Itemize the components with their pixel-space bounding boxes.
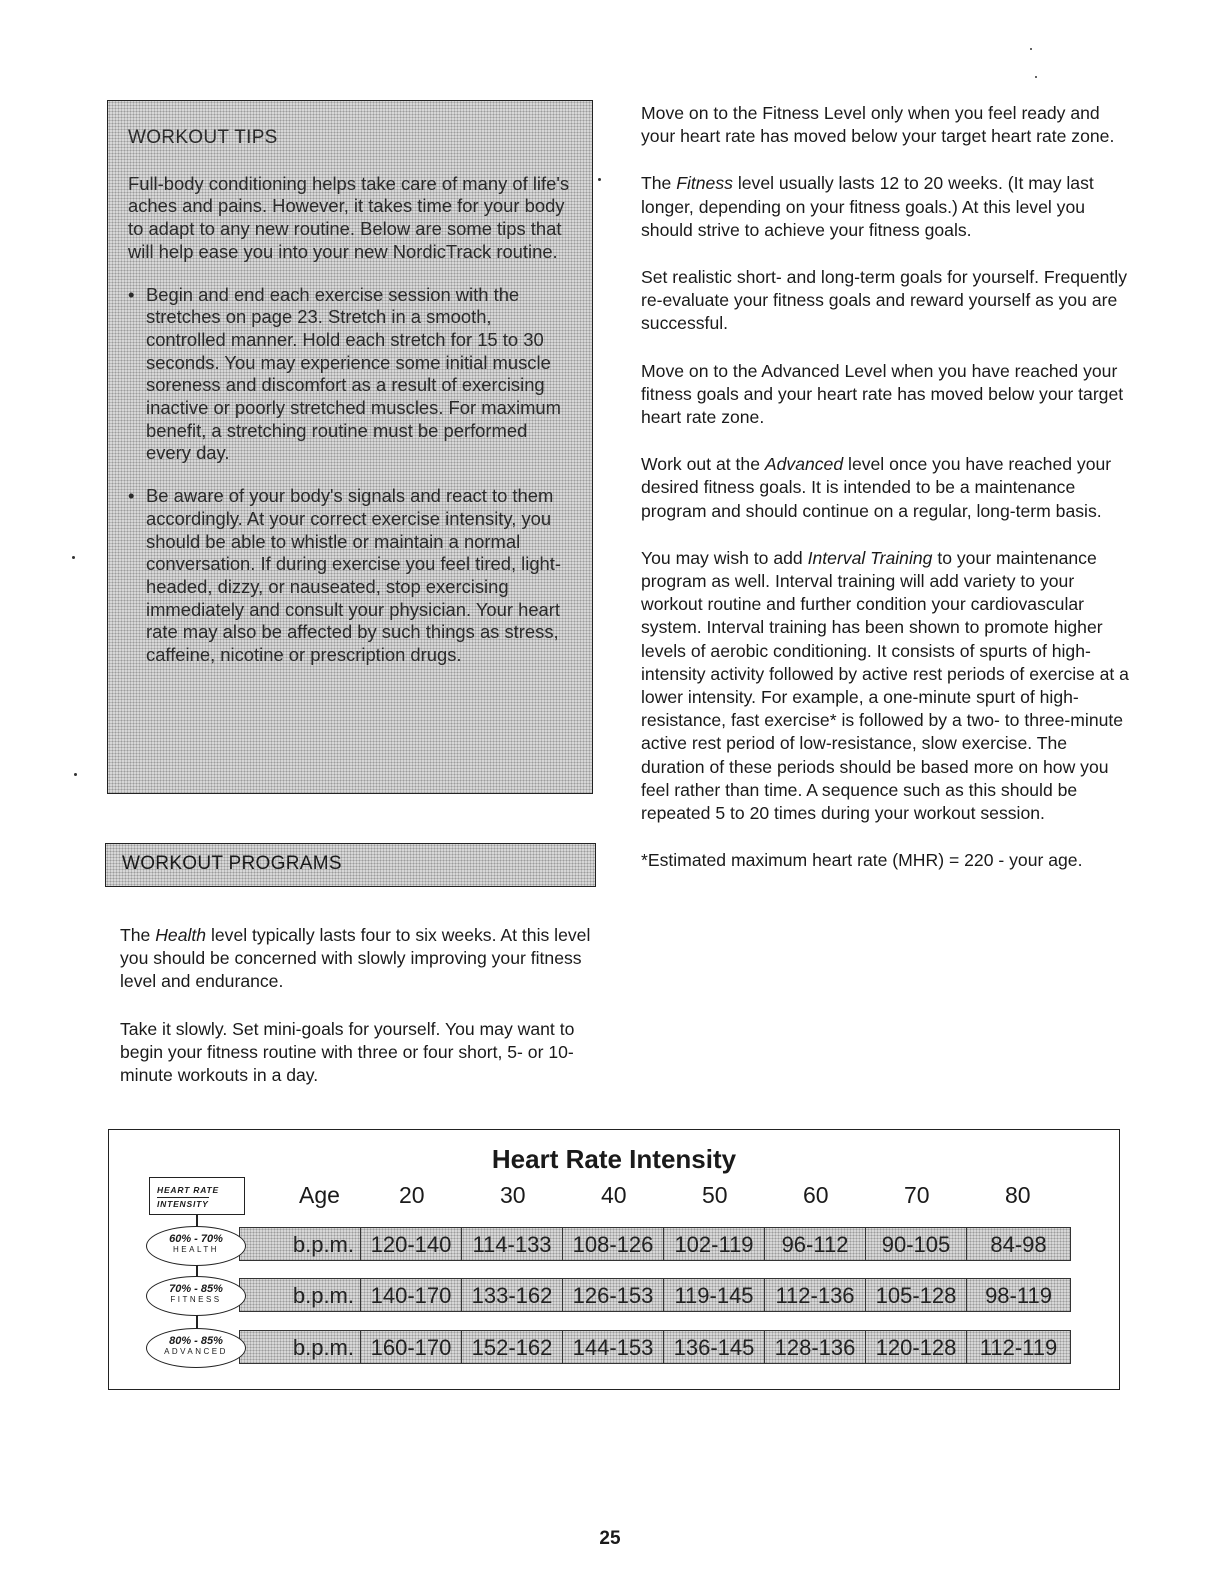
bpm-cell: 126-153 (562, 1279, 663, 1311)
workout-tips-box (107, 100, 593, 794)
bullet-icon: • (128, 485, 135, 507)
bpm-cell: 105-128 (865, 1279, 966, 1311)
interval-training-paragraph: You may wish to add Interval Training to your maintenance program as well. Interval training will add variety to your workout routine and further condition your cardiovascular system. Interval training has been shown to promote higher levels of aerobic conditioning. It consists of spurts of high-intensity activity followed by active rest periods of exercise at a lower intensity. For example, a one-minute spurt of high-resistance, fast exercise* is followed by a two- to three-minute active rest period of low-resistance, slow exercise. The duration of these periods should be based more on how you feel rather than time. A sequence such as this should be repeated 5 to 20 times during your workout session. (641, 547, 1129, 824)
advanced-level-paragraph: Work out at the Advanced level once you have reached your desired fitness goals. It is intended to be a maintenance program and should continue on a regular, long-term basis. (641, 454, 1112, 521)
workout-programs-heading: WORKOUT PROGRAMS (122, 853, 342, 874)
bpm-label: b.p.m. (292, 1335, 354, 1360)
heart-rate-table-title: Heart Rate Intensity (491, 1144, 737, 1174)
goals-paragraph: Set realistic short- and long-term goals for yourself. Frequently re-evaluate your fitness goals and reward yourself as you are successful. (641, 267, 1127, 334)
age-col: 80 (1005, 1182, 1031, 1208)
age-col: 50 (702, 1182, 728, 1208)
workout-programs-heading-bar (105, 843, 596, 887)
fitness-term: Fitness (676, 173, 733, 194)
fitness-move-on-paragraph: Move on to the Fitness Level only when you feel ready and your heart rate has moved below your target heart rate zone. (641, 103, 1115, 147)
health-level-badge: 60% - 70% HEALTH (146, 1226, 246, 1266)
bpm-cell: 160-170 (360, 1331, 461, 1363)
left-column-text (120, 924, 618, 1111)
age-col: 40 (601, 1182, 627, 1208)
fitness-bpm-row (239, 1278, 1071, 1312)
bpm-label: b.p.m. (292, 1283, 354, 1308)
advanced-move-on-paragraph: Move on to the Advanced Level when you have reached your fitness goals and your heart rate has moved below your target heart rate zone. (641, 360, 1124, 428)
heart-rate-intensity-logo: HEART RATE INTENSITY (149, 1177, 245, 1215)
bpm-cell: 140-170 (360, 1279, 461, 1311)
health-bpm-row (239, 1227, 1071, 1261)
bpm-cell: 136-145 (663, 1331, 764, 1363)
bpm-cell: 98-119 (966, 1279, 1070, 1311)
bpm-cell: 152-162 (461, 1331, 562, 1363)
bpm-cell: 84-98 (966, 1228, 1070, 1260)
bpm-cell: 120-128 (865, 1331, 966, 1363)
workout-tips-intro: Full-body conditioning helps take care of many of life's aches and pains. However, it takes time for your body to adapt to any new routine. Below are some tips that will help ease you into your new NordicTrack routine. (128, 172, 570, 262)
heart-rate-intensity-table (108, 1129, 1120, 1390)
age-label: Age (299, 1182, 340, 1208)
bpm-label: b.p.m. (292, 1232, 354, 1257)
health-term: Health (155, 925, 207, 945)
bpm-cell: 133-162 (461, 1279, 562, 1311)
workout-tips-heading: WORKOUT TIPS (128, 127, 278, 148)
bpm-cell: 112-119 (966, 1331, 1070, 1363)
bpm-cell: 144-153 (562, 1331, 663, 1363)
tip-text: Begin and end each exercise session with the stretches on page 23. Stretch in a smooth, controlled manner. Hold each stretch for 15 to 30 seconds. You may experience some initial muscle soreness and discomfort as a result of exercising inactive or poorly stretched muscles. For maximum benefit, a stretching routine must be performed every day. (146, 283, 561, 464)
advanced-term: Advanced (764, 454, 844, 475)
bpm-cell: 96-112 (764, 1228, 865, 1260)
age-col: 70 (904, 1182, 930, 1208)
mhr-footnote: *Estimated maximum heart rate (MHR) = 220 - your age. (641, 850, 1083, 871)
take-it-slowly-paragraph: Take it slowly. Set mini-goals for yourself. You may want to begin your fitness routine with three or four short, 5- or 10-minute workouts in a day. (120, 1018, 575, 1086)
tip-text: Be aware of your body's signals and react to them accordingly. At your correct exercise intensity, you should be able to whistle or maintain a normal conversation. If during exercise you feel tired, light-headed, dizzy, or nauseated, stop exercising immediately and consult your physician. Your heart rate may also be affected by such things as stress, caffeine, nicotine or prescription drugs. (146, 485, 562, 666)
bpm-cell: 119-145 (663, 1279, 764, 1311)
bpm-cell: 120-140 (360, 1228, 461, 1260)
health-level-paragraph: The Health level typically lasts four to six weeks. At this level you should be concerned with slowly improving your fitness level and endurance. (120, 925, 591, 992)
tip-item (128, 485, 572, 667)
bullet-icon: • (128, 283, 135, 305)
advanced-bpm-row (239, 1330, 1071, 1364)
age-col: 60 (803, 1182, 829, 1208)
page-number: 25 (599, 1528, 621, 1549)
interval-training-term: Interval Training (807, 547, 933, 568)
tip-item (128, 284, 572, 466)
bpm-cell: 128-136 (764, 1331, 865, 1363)
advanced-level-badge: 80% - 85% ADVANCED (146, 1328, 246, 1368)
right-column-text (641, 102, 1133, 896)
age-col: 20 (399, 1182, 425, 1208)
bpm-cell: 102-119 (663, 1228, 764, 1260)
fitness-level-paragraph: The Fitness level usually lasts 12 to 20 weeks. (It may last longer, depending on your fitness goals.) At this level you should strive to achieve your fitness goals. (641, 173, 1094, 240)
age-col: 30 (500, 1182, 526, 1208)
bpm-cell: 108-126 (562, 1228, 663, 1260)
fitness-level-badge: 70% - 85% FITNESS (146, 1276, 246, 1316)
bpm-cell: 90-105 (865, 1228, 966, 1260)
bpm-cell: 114-133 (461, 1228, 562, 1260)
bpm-cell: 112-136 (764, 1279, 865, 1311)
